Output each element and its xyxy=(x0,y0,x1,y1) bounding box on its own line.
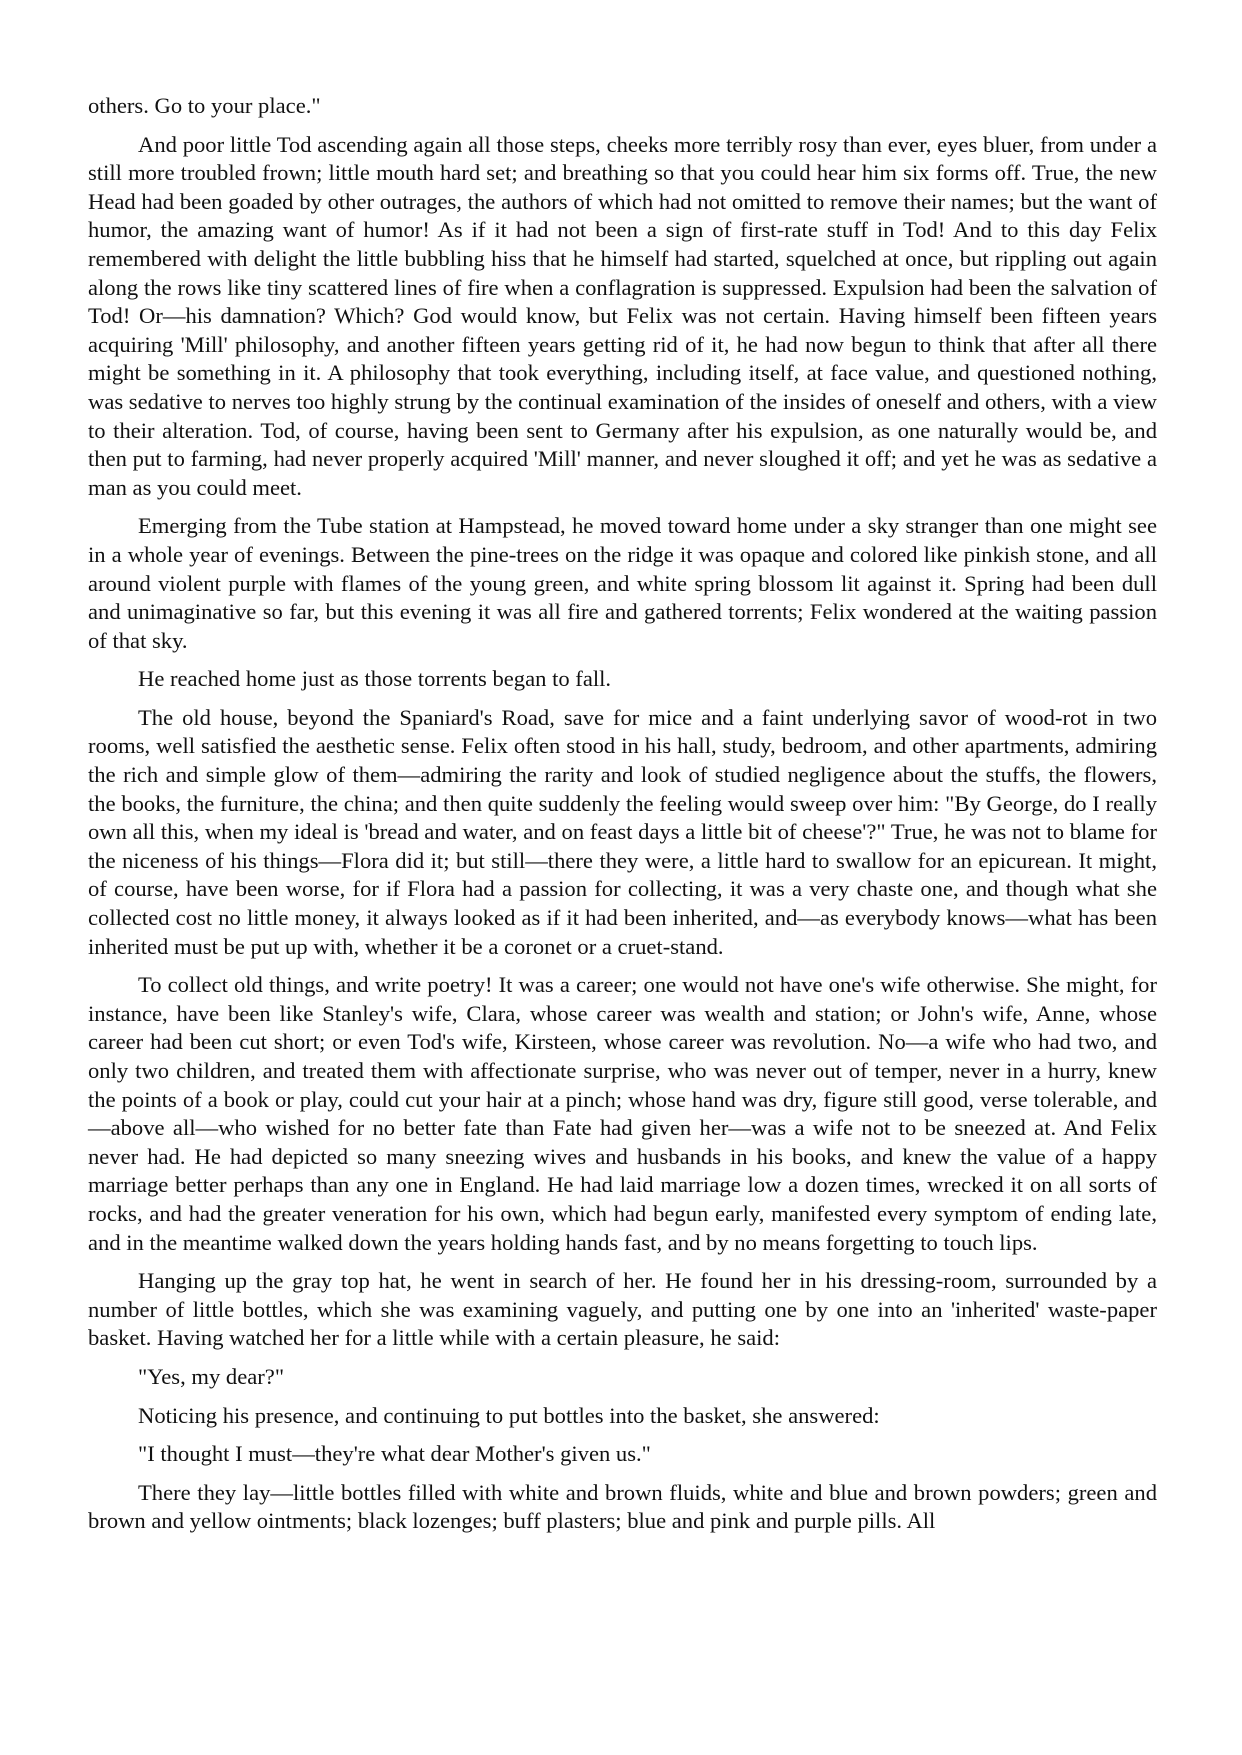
paragraph-9: Noticing his presence, and continuing to put bottles into the basket, she answered: xyxy=(138,1402,880,1428)
paragraph-6: To collect old things, and write poetry! It was a career; one would not have one's wife otherwise. She might, for instance, have been like Stanley's wife, Clara, whose career was wealth and station; or John's wife, Anne, whose career had been cut short; or even Tod's wife, Kirsteen, whose career was revolution. No—a wife who had two, and only two children, and treated them with affectionate surprise, who was never out of temper, never in a hurry, knew the points of a book or play, could cut your hair at a pinch; whose hand was dry, figure still good, verse tolerable, and—above all—who wished for no better fate than Fate had given her—was a wife not to be sneezed at. And Felix never had. He had depicted so many sneezing wives and husbands in his books, and knew the value of a happy marriage better perhaps than any one in England. He had laid marriage low a dozen times, wrecked it on all sorts of rocks, and had the greater veneration for his own, which had begun early, manifested every symptom of ending late, and in the meantime walked down the years holding hands fast, and by no means forgetting to touch lips. xyxy=(88,972,1157,1255)
paragraph-2: And poor little Tod ascending again all those steps, cheeks more terribly rosy than ever, eyes bluer, from under a still more troubled frown; little mouth hard set; and breathing so that you could hear him six forms off. True, the new Head had been goaded by other outrages, the authors of which had not omitted to remove their names; but the want of humor, the amazing want of humor! As if it had not been a sign of first-rate stuff in Tod! And to this day Felix remembered with delight the little bubbling hiss that he himself had started, squelched at once, but rippling out again along the rows like tiny scattered lines of fire when a conflagration is suppressed. Expulsion had been the salvation of Tod! Or—his damnation? Which? God would know, but Felix was not certain. Having himself been fifteen years acquiring 'Mill' philosophy, and another fifteen years getting rid of it, he had now begun to think that after all there might be something in it. A philosophy that took everything, including itself, at face value, and questioned nothing, was sedative to nerves too highly strung by the continual examination of the insides of oneself and others, with a view to their alteration. Tod, of course, having been sent to Germany after his expulsion, as one naturally would be, and then put to farming, had never properly acquired 'Mill' manner, and never sloughed it off; and yet he was as sedative a man as you could meet. xyxy=(88,131,1157,500)
paragraph-11: There they lay—little bottles filled with white and brown fluids, white and blue and brown powders; green and brown and yellow ointments; black lozenges; buff plasters; blue and pink and purple pills. All xyxy=(88,1479,1157,1534)
paragraph-4: He reached home just as those torrents began to fall. xyxy=(138,666,612,692)
paragraph-8: "Yes, my dear?" xyxy=(138,1363,285,1389)
paragraph-5: The old house, beyond the Spaniard's Road, save for mice and a faint underlying savor of wood-rot in two rooms, well satisfied the aesthetic sense. Felix often stood in his hall, study, bedroom, and other apartments, admiring the rich and simple glow of them—admiring the rarity and look of studied negligence about the stuffs, the flowers, the books, the furniture, the china; and then quite suddenly the feeling would sweep over him: "By George, do I really own all this, when my ideal is 'bread and water, and on feast days a little bit of cheese'?" True, he was not to blame for the niceness of his things—Flora did it; but still—there they were, a little hard to swallow for an epicurean. It might, of course, have been worse, for if Flora had a passion for collecting, it was a very chaste one, and though what she collected cost no little money, it always looked as if it had been inherited, and—as everybody knows—what has been inherited must be put up with, whether it be a coronet or a cruet-stand. xyxy=(88,704,1157,959)
paragraph-3: Emerging from the Tube station at Hampstead, he moved toward home under a sky stranger than one might see in a whole year of evenings. Between the pine-trees on the ridge it was opaque and colored like pinkish stone, and all around violent purple with flames of the young green, and white spring blossom lit against it. Spring had been dull and unimaginative so far, but this evening it was all fire and gathered torrents; Felix wondered at the waiting passion of that sky. xyxy=(88,513,1157,653)
paragraph-1: others. Go to your place." xyxy=(88,93,321,118)
document-page xyxy=(88,92,1157,1546)
paragraph-7: Hanging up the gray top hat, he went in search of her. He found her in his dressing-room, surrounded by a number of little bottles, which she was examining vaguely, and putting one by one into an 'inherited' waste-paper basket. Having watched her for a little while with a certain pleasure, he said: xyxy=(88,1268,1157,1351)
paragraph-10: "I thought I must—they're what dear Mother's given us." xyxy=(138,1441,651,1467)
